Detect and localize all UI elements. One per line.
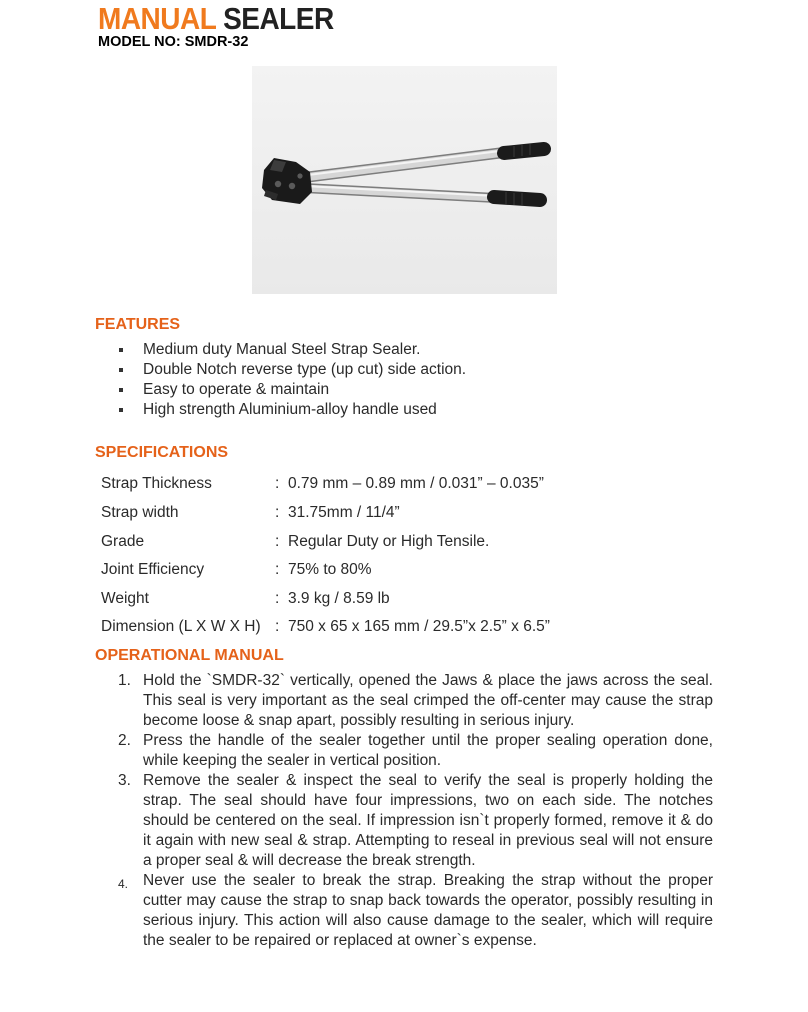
manual-sealer-tool-icon	[252, 66, 557, 294]
spec-label: Dimension (L X W X H)	[101, 618, 261, 635]
step-text: Press the handle of the sealer together until the proper sealing operation done, while keeping the sealer in vertical position.	[143, 732, 713, 769]
step-number: 2.	[118, 732, 131, 749]
list-item	[118, 671, 713, 731]
spec-separator: :	[275, 504, 280, 521]
features-list	[118, 340, 466, 420]
list-item	[118, 380, 466, 400]
spec-separator: :	[275, 533, 280, 550]
spec-separator: :	[275, 475, 280, 492]
spec-value: 3.9 kg / 8.59 lb	[288, 590, 390, 607]
feature-text: Medium duty Manual Steel Strap Sealer.	[143, 341, 421, 358]
spec-label: Strap width	[101, 504, 179, 521]
step-number: 1.	[118, 672, 131, 689]
list-item	[118, 340, 466, 360]
step-text: Hold the `SMDR-32` vertically, opened the Jaws & place the jaws across the seal. This seal is very important as the seal crimped the off-center may cause the strap become loose & snap apart, possibly resulting in serious injury.	[143, 672, 713, 729]
spec-label: Weight	[101, 590, 149, 607]
feature-text: Easy to operate & maintain	[143, 381, 330, 398]
features-heading: FEATURES	[95, 316, 181, 333]
step-text: Remove the sealer & inspect the seal to verify the seal is properly holding the strap. The seal should have four impressions, two on each side. The notches should be centered on the seal. If impression isn`t properly formed, remove it & do it again with new seal & strap. Attempting to reseal in previous seal will not ensure a proper seal & will decrease the break strength.	[143, 772, 713, 869]
spec-label: Joint Efficiency	[101, 561, 205, 578]
spec-separator: :	[275, 618, 280, 635]
feature-text: Double Notch reverse type (up cut) side action.	[143, 361, 467, 378]
spec-label: Grade	[101, 533, 145, 550]
spec-value: 75% to 80%	[288, 561, 372, 578]
spec-value: Regular Duty or High Tensile.	[288, 533, 490, 550]
list-item	[118, 360, 466, 380]
page-title	[98, 2, 334, 37]
step-text: Never use the sealer to break the strap. Breaking the strap without the proper cutter may cause the strap to snap back towards the operator, possibly resulting in serious injury. This action will also cause damage to the sealer, which will require the sealer to be repaired or replaced at owner`s expense.	[143, 872, 713, 949]
operational-steps-list	[118, 671, 713, 951]
step-number: 4.	[118, 877, 129, 891]
list-item	[118, 871, 713, 951]
model-number: MODEL NO: SMDR-32	[98, 34, 249, 50]
bullet-icon	[119, 408, 123, 412]
bullet-icon	[119, 348, 123, 352]
bullet-icon	[119, 388, 123, 392]
list-item	[118, 771, 713, 871]
spec-label: Strap Thickness	[101, 475, 212, 492]
feature-text: High strength Aluminium-alloy handle used	[143, 401, 437, 418]
spec-value: 0.79 mm – 0.89 mm / 0.031” – 0.035”	[288, 475, 544, 492]
spec-value: 31.75mm / 11/4”	[288, 504, 400, 521]
operational-manual-heading: OPERATIONAL MANUAL	[95, 647, 284, 664]
list-item	[118, 400, 466, 420]
spec-separator: :	[275, 590, 280, 607]
spec-separator: :	[275, 561, 280, 578]
spec-value: 750 x 65 x 165 mm / 29.5”x 2.5” x 6.5”	[288, 618, 550, 635]
step-number: 3.	[118, 772, 131, 789]
title-word-manual: MANUAL	[98, 2, 216, 36]
specifications-heading: SPECIFICATIONS	[95, 444, 229, 461]
product-photo	[252, 66, 557, 294]
list-item	[118, 731, 713, 771]
title-word-sealer: SEALER	[223, 2, 334, 36]
bullet-icon	[119, 368, 123, 372]
